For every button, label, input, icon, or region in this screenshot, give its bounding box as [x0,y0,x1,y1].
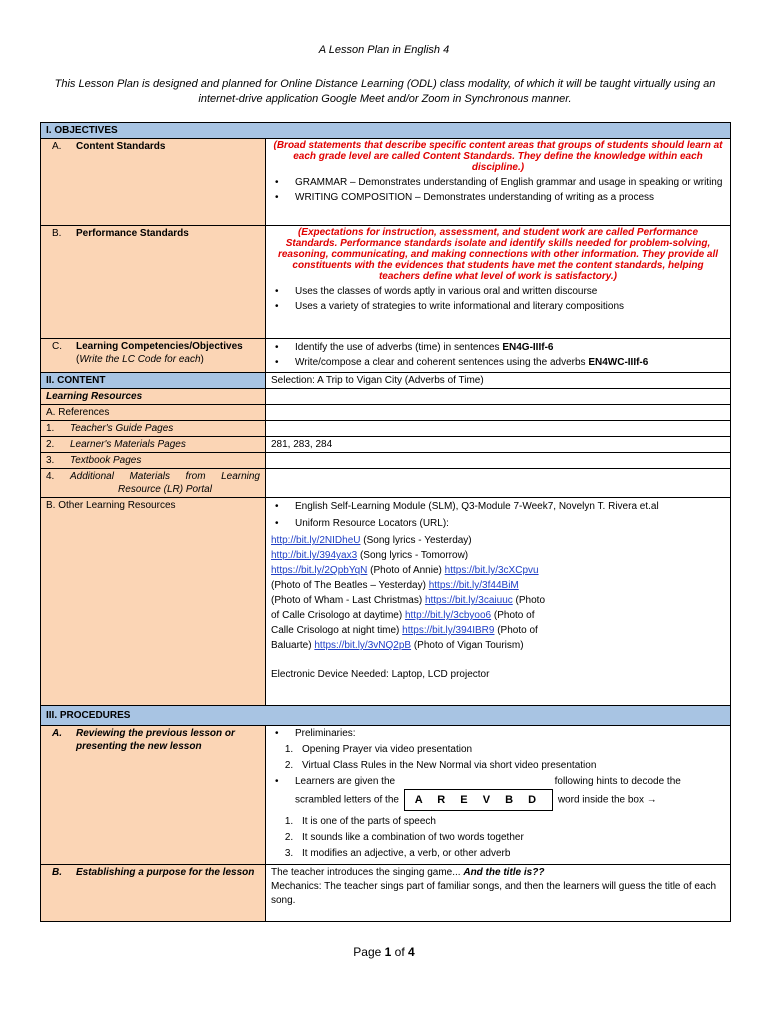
learners-text: following hints to decode the scrambled letters of the [295,776,681,806]
row-body [266,865,731,922]
row-title: Learner's Materials Pages [70,439,186,450]
row-body [266,139,731,226]
lc-code: EN4G-IIIf-6 [502,342,554,353]
game-title: And the title is?? [463,867,545,878]
performance-standards-row [41,226,731,339]
row-title: Establishing a purpose for the lesson [76,867,255,878]
competency-text: Identify the use of adverbs (time) in sentences [295,342,503,353]
row-letter: B. [52,867,62,878]
list-item: • GRAMMAR – Demonstrates understanding of English grammar and usage in speaking or writing [271,176,725,189]
page-current: 1 [384,945,392,959]
competency-text: Write/compose a clear and coherent sentences using the adverbs [295,357,589,368]
page-label: Page [353,945,385,959]
row-body [266,726,731,865]
scrambled-word-box: A R E V B D [404,789,553,811]
list-item: • Preliminaries: [271,727,725,741]
page-total: 4 [408,945,415,959]
section-header: II. CONTENT [41,373,266,389]
procedure-text: The teacher introduces the singing game... [271,867,464,878]
numbered-list [271,815,725,861]
list-item: 3. It modifies an adjective, a verb, or other adverb [296,847,725,861]
list-item: • Uniform Resource Locators (URL): [271,516,725,531]
resource-link[interactable]: https://bit.ly/3vNQ2pB [314,640,412,651]
resource-link[interactable]: https://bit.ly/2QpbYqN [271,565,368,576]
url-line [271,578,725,593]
numbered-list [271,743,725,773]
section-header: I. OBJECTIVES [41,123,731,139]
list-item: • WRITING COMPOSITION – Demonstrates understanding of writing as a process [271,191,725,204]
row-label [41,139,266,226]
resource-link[interactable]: https://bit.ly/394IBR9 [402,625,495,636]
row-body [266,339,731,373]
resource-caption: (Song lyrics - Yesterday) [360,535,472,546]
bullet-list [271,727,725,741]
row-letter: C. [52,341,62,352]
objectives-header-row [41,123,731,139]
row-letter: A. [52,141,62,152]
row-value [266,453,731,469]
learners-text: Learners are given the [295,776,396,787]
resource-link[interactable]: http://bit.ly/394yax3 [271,550,358,561]
bullet-list [271,341,725,369]
learners-text: word inside the box → [557,794,657,806]
row-label [41,469,266,498]
resource-caption: Baluarte) [271,640,315,651]
row-number: 1. [46,423,55,434]
row-letter: A. [52,728,62,739]
page-of: of [391,945,409,959]
resource-link[interactable]: http://bit.ly/2NIDheU [271,535,361,546]
reference-row [41,437,731,453]
row-label [41,453,266,469]
resource-link[interactable]: http://bit.ly/3cbyoo6 [404,610,492,621]
row-value [266,421,731,437]
row-label [41,726,266,865]
row-body [266,498,731,706]
list-item: 1. It is one of the parts of speech [296,815,725,829]
resource-caption: (Photo of Vigan Tourism) [411,640,524,651]
resource-caption: (Photo of Wham - Last Christmas) [271,595,425,606]
row-title: Teacher's Guide Pages [70,423,174,434]
reference-row [41,421,731,437]
selection-cell: Selection: A Trip to Vigan City (Adverbs of Time) [266,373,731,389]
list-item [271,356,725,369]
url-list [271,533,725,653]
resource-caption: (Photo of The Beatles – Yesterday) [271,580,429,591]
reference-row [41,469,731,498]
url-line [271,563,725,578]
list-item: 1. Opening Prayer via video presentation [296,743,725,757]
row-title: Additional Materials from Learning Resource (LR) Portal [70,471,260,495]
paren-close: ) [200,354,204,365]
procedure-a-row [41,726,731,865]
url-line [271,548,725,563]
row-value: 281, 283, 284 [266,437,731,453]
content-header-row [41,373,731,389]
row-number: 4. [46,471,55,482]
bullet-list [271,176,725,204]
definition-note: (Expectations for instruction, assessment, and student work are called Performance Standards. Performance standards isolate and identify skills needed for problem-solving, reasoning, communicating, and making connections with other information. They provide all constituents with the evidences that students have met the content standards, helping teachers define what level of work is satisfactory.) [277,227,719,282]
other-resources-row [41,498,731,706]
device-note: Electronic Device Needed: Laptop, LCD projector [271,669,490,680]
row-letter: B. [52,228,62,239]
resource-caption: (Photo of [494,625,538,636]
list-item: • English Self-Learning Module (SLM), Q3-Module 7-Week7, Novelyn T. Rivera et.al [271,499,725,514]
lesson-plan-table [40,122,731,922]
resource-caption: (Photo [512,595,546,606]
resource-caption: Calle Crisologo at night time) [271,625,403,636]
url-line [271,623,725,638]
procedure-line [271,866,725,880]
learning-resources-row [41,389,731,405]
section-header: III. PROCEDURES [41,706,731,726]
row-label [41,226,266,339]
row-number: 3. [46,455,55,466]
bullet-list [271,499,725,531]
empty-cell [266,389,731,405]
bullet-list [271,285,725,313]
intro-paragraph: This Lesson Plan is designed and planned for Online Distance Learning (ODL) class modality, of which it will be taught virtually using an internet-drive application Google Meet and/or Zoom in Synchronous manner. [54,78,716,105]
list-item: 2. Virtual Class Rules in the New Normal via short video presentation [296,759,725,773]
list-item: • Uses the classes of words aptly in various oral and written discourse [271,285,725,298]
references-row [41,405,731,421]
row-label [41,421,266,437]
definition-note: (Broad statements that describe specific content areas that groups of students should learn at each grade level are called Content Standards. They define the knowledge within each discipline.) [273,140,723,173]
resource-caption: (Photo of Annie) [367,565,445,576]
paren-open: ( [76,354,80,365]
document-title: A Lesson Plan in English 4 [318,44,450,56]
url-line [271,593,725,608]
row-label [41,865,266,922]
resource-link[interactable]: https://bit.ly/3caiuuc [424,595,513,606]
row-number: 2. [46,439,55,450]
resource-link[interactable]: https://bit.ly/3f44BiM [428,580,519,591]
url-line [271,608,725,623]
competencies-row [41,339,731,373]
row-subtitle: Write the LC Code for each [79,354,201,365]
row-label: A. References [41,405,266,421]
url-line [271,533,725,548]
row-label [41,339,266,373]
row-label [41,437,266,453]
resource-link[interactable]: https://bit.ly/3cXCpvu [444,565,539,576]
list-item: 2. It sounds like a combination of two words together [296,831,725,845]
procedure-b-row [41,865,731,922]
row-title: Performance Standards [76,228,189,239]
empty-cell [266,405,731,421]
row-value [266,469,731,498]
lc-code: EN4WC-IIIf-6 [588,357,649,368]
page-number [0,945,768,959]
resource-caption: of Calle Crisologo at daytime) [271,610,405,621]
row-label: B. Other Learning Resources [41,498,266,706]
row-title: Content Standards [76,141,166,152]
row-title: Learning Competencies/Objectives [76,341,243,352]
bullet-list [271,775,725,811]
list-item [271,341,725,354]
url-line [271,638,725,653]
content-standards-row [41,139,731,226]
reference-row [41,453,731,469]
resource-caption: (Song lyrics - Tomorrow) [357,550,469,561]
list-item: • Uses a variety of strategies to write informational and literary compositions [271,300,725,313]
row-body [266,226,731,339]
list-item [271,775,725,811]
row-title: Reviewing the previous lesson or presenting the new lesson [76,728,235,752]
resource-caption: (Photo of [491,610,535,621]
row-title: Textbook Pages [70,455,142,466]
procedures-header-row [41,706,731,726]
row-label: Learning Resources [41,389,266,405]
procedure-mechanics: Mechanics: The teacher sings part of familiar songs, and then the learners will guess the title of each song. [271,881,717,906]
